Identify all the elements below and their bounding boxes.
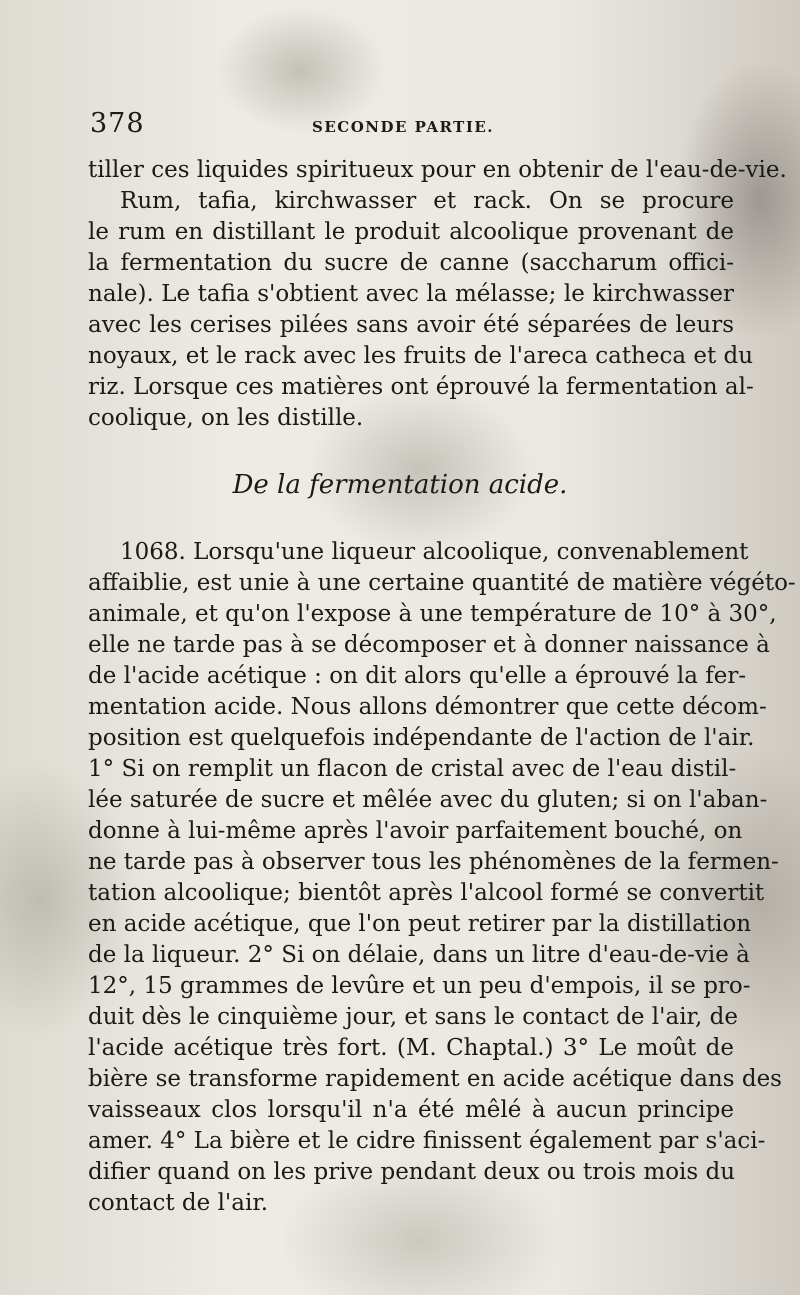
text-line: 12°, 15 grammes de levûre et un peu d'empois, il se pro- [88, 973, 751, 999]
page-number: 378 [90, 108, 145, 139]
text-line: riz. Lorsque ces matières ont éprouvé la fermentation al- [88, 374, 754, 400]
text-line: la fermentation du sucre de canne (saccharum offici- [88, 250, 734, 276]
text-line: position est quelquefois indépendante de l'action de l'air. [88, 725, 755, 751]
text-line: de la liqueur. 2° Si on délaie, dans un litre d'eau-de-vie à [88, 942, 750, 968]
text-line: tation alcoolique; bientôt après l'alcool formé se convertit [88, 880, 765, 906]
text-line: 1068. Lorsqu'une liqueur alcoolique, convenablement [120, 539, 749, 565]
text-line: le rum en distillant le produit alcoolique provenant de [88, 219, 734, 245]
text-line: mentation acide. Nous allons démontrer que cette décom- [88, 694, 767, 720]
text-line: contact de l'air. [88, 1190, 269, 1216]
paragraph-distillation [88, 155, 787, 434]
text-line: de l'acide acétique : on dit alors qu'elle a éprouvé la fer- [88, 663, 747, 689]
section-heading: De la fermentation acide. [232, 470, 568, 500]
text-line: avec les cerises pilées sans avoir été séparées de leurs [88, 312, 734, 338]
text-line: Rum, tafia, kirchwasser et rack. On se procure [120, 188, 734, 214]
text-line: bière se transforme rapidement en acide acétique dans des [88, 1066, 782, 1092]
paragraph-fermentation-acide [88, 537, 796, 1219]
text-line: l'acide acétique très fort. (M. Chaptal.) 3° Le moût de [88, 1035, 734, 1061]
text-line: coolique, on les distille. [88, 405, 364, 431]
text-line: tiller ces liquides spiritueux pour en obtenir de l'eau-de-vie. [88, 157, 787, 183]
text-line: duit dès le cinquième jour, et sans le contact de l'air, de [88, 1004, 738, 1030]
text-line: affaiblie, est unie à une certaine quantité de matière végéto- [88, 570, 796, 596]
text-line: lée saturée de sucre et mêlée avec du gluten; si on l'aban- [88, 787, 768, 813]
text-line: nale). Le tafia s'obtient avec la mélasse; le kirchwasser [88, 281, 734, 307]
text-line: amer. 4° La bière et le cidre finissent également par s'aci- [88, 1128, 766, 1154]
text-line: animale, et qu'on l'expose à une température de 10° à 30°, [88, 601, 777, 627]
page-header [90, 108, 730, 148]
text-line: elle ne tarde pas à se décomposer et à donner naissance à [88, 632, 770, 658]
text-line: vaisseaux clos lorsqu'il n'a été mêlé à aucun principe [88, 1097, 734, 1123]
text-line: 1° Si on remplit un flacon de cristal avec de l'eau distil- [88, 756, 737, 782]
running-head: SECONDE PARTIE. [312, 118, 495, 136]
text-line: en acide acétique, que l'on peut retirer par la distillation [88, 911, 752, 937]
text-line: noyaux, et le rack avec les fruits de l'areca catheca et du [88, 343, 754, 369]
text-line: difier quand on les prive pendant deux ou trois mois du [88, 1159, 736, 1185]
text-line: ne tarde pas à observer tous les phénomènes de la fermen- [88, 849, 779, 875]
text-line: donne à lui-même après l'avoir parfaitement bouché, on [88, 818, 743, 844]
